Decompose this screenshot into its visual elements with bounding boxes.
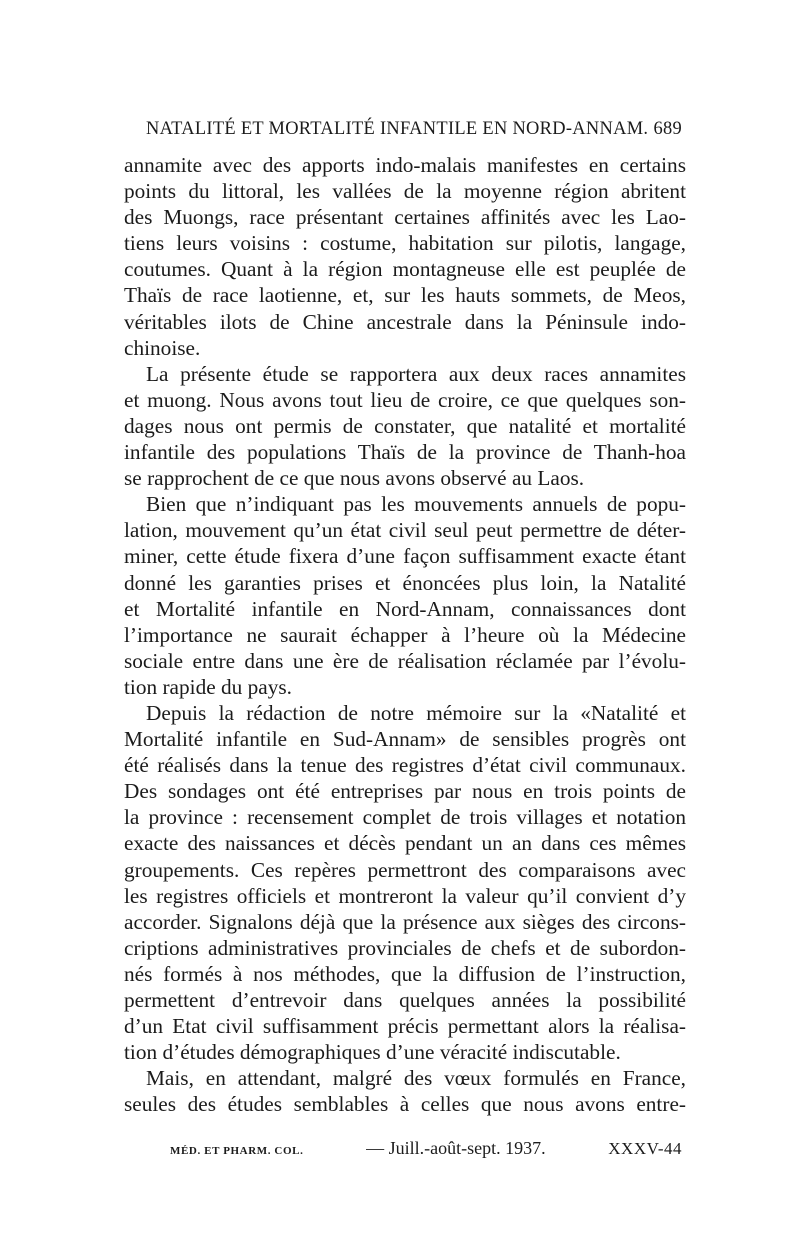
text-line: et muong. Nous avons tout lieu de croire, ce que quelques son- [124,387,686,412]
text-line: tion d’études démographiques d’une véracité indiscutable. [124,1040,621,1065]
page-number: 689 [653,118,682,138]
text-line: été réalisés dans la tenue des registres d’état civil communaux. [124,753,686,778]
text-line: criptions administratives provinciales de chefs et de subordon- [124,935,686,960]
footer-signature: XXXV-44 [608,1139,682,1158]
text-line: et Mortalité infantile en Nord-Annam, connaissances dont [124,596,686,621]
text-line: donné les garanties prises et énoncées plus loin, la Natalité [124,570,686,595]
text-line: dages nous ont permis de constater, que natalité et mortalité [124,413,686,438]
text-line: Des sondages ont été entreprises par nous en trois points de [124,779,686,804]
text-line: La présente étude se rapportera aux deux races annamites [146,361,686,386]
text-line: permettent d’entrevoir dans quelques années la possibilité [124,988,686,1012]
text-line: coutumes. Quant à la région montagneuse elle est peuplée de [124,257,686,282]
text-line: infantile des populations Thaïs de la province de Thanh-hoa [124,440,686,465]
text-line: l’importance ne saurait échapper à l’heure où la Médecine [124,622,686,647]
text-line: lation, mouvement qu’un état civil seul peut permettre de déter- [124,518,686,543]
text-line: se rapprochent de ce que nous avons observé au Laos. [124,466,585,491]
text-line: miner, cette étude fixera d’une façon suffisamment exacte étant [124,544,686,569]
text-line: accorder. Signalons déjà que la présence aux sièges des circons- [124,909,686,934]
text-line: véritables ilots de Chine ancestrale dans la Péninsule indo- [124,309,686,334]
text-line: des Muongs, race présentant certaines affinités avec les Lao- [124,205,686,230]
text-line: annamite avec des apports indo-malais manifestes en certains [124,153,686,177]
page-footer [170,1138,682,1159]
text-line: points du littoral, les vallées de la moyenne région abritent [124,179,686,204]
text-line: d’un Etat civil suffisamment précis permettant alors la réalisa- [124,1014,686,1039]
running-title: NATALITÉ ET MORTALITÉ INFANTILE EN NORD-ANNAM. [146,118,649,138]
running-head [146,118,682,139]
text-line: Bien que n’indiquant pas les mouvements annuels de popu- [146,492,686,517]
body-text [124,152,686,1117]
text-line: la province : recensement complet de trois villages et notation [124,805,686,830]
text-line: sociale entre dans une ère de réalisation réclamée par l’évolu- [124,648,686,673]
text-line: Depuis la rédaction de notre mémoire sur la «Natalité et [146,700,686,725]
text-line: seules des études semblables à celles que nous avons entre- [124,1092,686,1117]
text-line: exacte des naissances et décès pendant un an dans ces mêmes [124,831,686,856]
text-line: Thaïs de race laotienne, et, sur les hauts sommets, de Meos, [124,283,686,308]
text-line: tion rapide du pays. [124,674,292,699]
text-line: tiens leurs voisins : costume, habitation sur pilotis, langage, [124,231,686,256]
footer-date: — Juill.-août-sept. 1937. [366,1138,546,1158]
text-line: Mortalité infantile en Sud-Annam» de sensibles progrès ont [124,727,686,752]
text-line: Mais, en attendant, malgré des vœux formulés en France, [146,1066,686,1091]
footer-source: MÉD. ET PHARM. COL. [170,1145,304,1157]
text-line: chinoise. [124,335,201,360]
text-line: les registres officiels et montreront la valeur qu’il convient d’y [124,883,686,908]
text-line: nés formés à nos méthodes, que la diffusion de l’instruction, [124,961,686,986]
text-line: groupements. Ces repères permettront des comparaisons avec [124,857,686,882]
